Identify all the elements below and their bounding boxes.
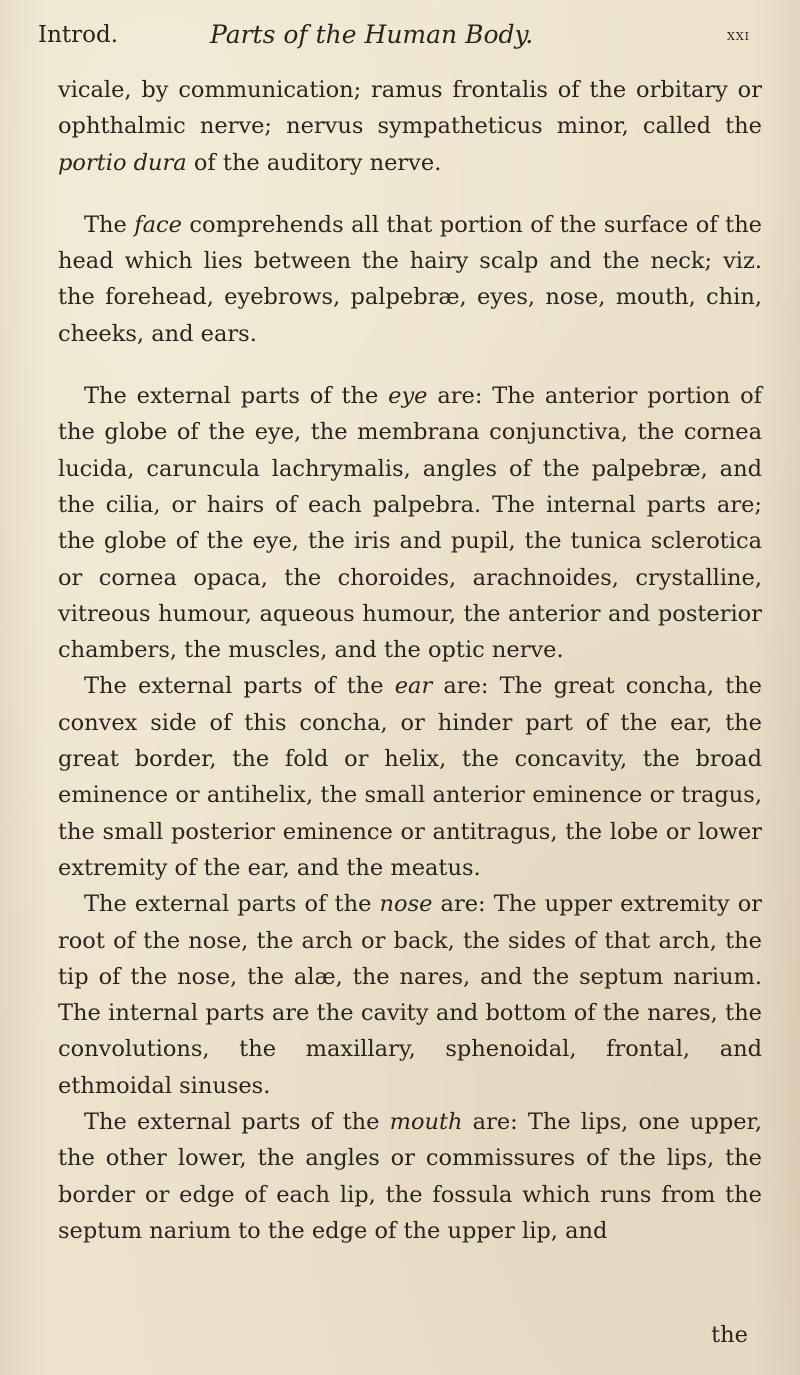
text-run: The external parts of the (84, 383, 389, 410)
running-head (38, 16, 758, 56)
italic-term: eye (388, 383, 428, 410)
text-run: of the auditory nerve. (186, 149, 442, 176)
text-run: are: The anterior portion of the globe of the eye, the membrana conjunctiva, the cornea lucida, caruncula lachrymalis, angles of the palpebræ, and the cilia, or hairs of each palpebra. The internal parts are; the globe of the eye, the iris and pupil, the tunica sclerotica or cornea opaca, the choroides, arachnoides, crystalline, vitreous humour, aqueous humour, the anterior and posterior chambers, the muscles, and the optic nerve. (58, 383, 762, 664)
paragraph-nose (58, 886, 762, 1104)
text-run: vicale, by communication; ramus frontalis of the orbitary or ophthalmic nerve; nervus sympatheticus minor, called the (58, 77, 762, 140)
paragraph-eye (58, 378, 762, 668)
catchword: the (711, 1322, 748, 1348)
text-run: The external parts of the (84, 1109, 390, 1136)
italic-term: mouth (389, 1109, 463, 1136)
paragraph-face (58, 207, 762, 352)
text-run: The external parts of the (84, 673, 395, 700)
italic-term: nose (379, 891, 433, 918)
text-run: The (84, 211, 135, 238)
paragraph-ear (58, 668, 762, 886)
text-run: are: The lips, one upper, the other lower, the angles or commissures of the lips, the border or edge of each lip, the fossula which runs from the septum narium to the edge of the upper lip, and (58, 1109, 762, 1244)
text-run: are: The upper extremity or root of the nose, the arch or back, the sides of that arch, the tip of the nose, the alæ, the nares, and the septum narium. The internal parts are the cavity and bottom of the nares, the convolutions, the maxillary, sphenoidal, frontal, and ethmoidal sinuses. (58, 891, 762, 1099)
text-run: The external parts of the (84, 891, 380, 918)
paragraph-mouth (58, 1104, 762, 1249)
italic-term: face (134, 211, 182, 238)
text-run: are: The great concha, the convex side of this concha, or hinder part of the ear, the great border, the fold or helix, the concavity, the broad eminence or antihelix, the small anterior eminence or tragus, the small posterior eminence or antitragus, the lobe or lower extremity of the ear, and the meatus. (58, 673, 762, 881)
paragraph-cranial-nerves (58, 72, 762, 181)
section-label: Introd. (38, 22, 119, 48)
italic-term: portio dura (58, 149, 187, 176)
running-title: Parts of the Human Body. (210, 20, 534, 49)
text-run: comprehends all that portion of the surface of the head which lies between the hairy scalp and the neck; viz. the forehead, eyebrows, palpebræ, eyes, nose, mouth, chin, cheeks, and ears. (58, 211, 762, 347)
italic-term: ear (394, 673, 433, 700)
page-number: xxi (726, 26, 750, 44)
body-text (58, 72, 762, 1249)
